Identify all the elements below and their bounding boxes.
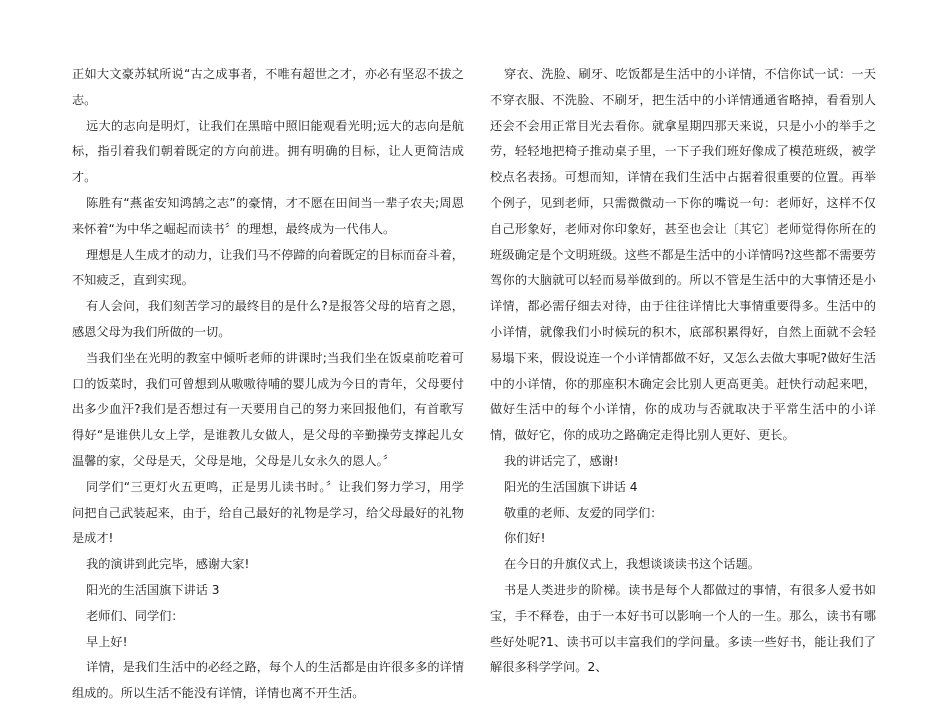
paragraph: 陈胜有“燕雀安知鸿鹄之志”的豪情，才不愿在田间当一辈子农夫;周恩来怀着“为中华之崛起而读书〞的理想，最终成为一代伟人。	[72, 195, 464, 236]
paragraph: 我的讲话完了，感谢!	[504, 453, 619, 468]
section-heading: 阳光的生活国旗下讲话 3	[86, 582, 220, 597]
greeting: 敬重的老师、友爱的同学们：	[504, 505, 663, 520]
paragraph: 远大的志向是明灯，让我们在黑暗中照旧能观看光明;远大的志向是航标，指引着我们朝着既定的方向前进。拥有明确的目标，让人更简洁成才。	[72, 118, 464, 185]
left-text-column	[72, 62, 464, 707]
greeting: 早上好!	[86, 634, 128, 649]
paragraph: 有人会问，我们刻苦学习的最终目的是什么?是报答父母的培育之恩，感恩父母为我们所做的一切。	[72, 299, 464, 339]
paragraph: 当我们坐在光明的教室中倾听老师的讲课时;当我们坐在饭桌前吃着可口的饭菜时，我们可曾想到从嗷嗷待哺的婴儿成为今日的青年，父母要付出多少血汗?我们是否想过有一天要用自己的努力来回报他们，有首歌写得好“是谁供儿女上学，是谁教儿女做人，是父母的辛勤操劳支撑起儿女温馨的家，父母是天，父母是地，父母是儿女永久的恩人。〞	[72, 350, 464, 468]
paragraph: 我的演讲到此完毕，感谢大家!	[86, 557, 250, 572]
paragraph: 在今日的升旗仪式上，我想谈谈读书这个话题。	[504, 557, 760, 572]
right-text-column	[490, 62, 876, 681]
greeting: 老师们、同学们：	[86, 608, 184, 623]
section-heading: 阳光的生活国旗下讲话 4	[504, 479, 638, 494]
greeting: 你们好!	[504, 531, 546, 546]
paragraph: 同学们“三更灯火五更鸣，正是男儿读书时。〞让我们努力学习，用学问把自己武装起来，由于，给自己最好的礼物是学习，给父母最好的礼物是成才!	[72, 479, 464, 546]
paragraph: 穿衣、洗脸、刷牙、吃饭都是生活中的小详情，不信你试一试：一天不穿衣服、不洗脸、不刷牙，把生活中的小详情通通省略掉，看看别人还会不会用正常目光去看你。就拿星期四那天来说，只是小小的举手之劳，轻轻地把椅子推动桌子里，一下子我们班好像成了模范班级，被学校点名表扬。可想而知，详情在我们生活中占据着很重要的位置。再举个例子，见到老师，只需微微动一下你的嘴说一句：老师好，这样不仅自己形象好，老师对你印象好，甚至也会让〔其它〕老师觉得你所在的班级确定是个文明班级。这些不都是生活中的小详情吗?这些都不需要劳驾你的大脑就可以轻而易举做到的。所以不管是生活中的大事情还是小详情，都必需仔细去对待，由于往往详情比大事情重要得多。生活中的小详情，就像我们小时候玩的积木，底部积累得好，自然上面就不会轻易塌下来，假设说连一个小详情都做不好，又怎么去做大事呢?做好生活中的小详情，你的那座积木确定会比别人更高更美。赶快行动起来吧，做好生活中的每个小详情，你的成功与否就取决于平常生活中的小详情，做好它，你的成功之路确定走得比别人更好、更长。	[490, 67, 876, 443]
paragraph: 详情，是我们生活中的必经之路，每个人的生活都是由许很多多的详情组成的。所以生活不能没有详情，详情也离不开生活。	[72, 660, 464, 701]
paragraph: 正如大文豪苏轼所说“古之成事者，不唯有超世之才，亦必有坚忍不拔之志。	[72, 67, 464, 107]
paragraph: 书是人类进步的阶梯。读书是每个人都做过的事情，有很多人爱书如宝，手不释卷，由于一本好书可以影响一个人的一生。那么，读书有哪些好处呢?1、读书可以丰富我们的学问量。多读一些好书，能让我们了解很多科学学问。2、	[490, 582, 876, 675]
paragraph: 理想是人生成才的动力，让我们马不停蹄的向着既定的目标而奋斗着，不知疲乏，直到实现。	[72, 247, 464, 288]
